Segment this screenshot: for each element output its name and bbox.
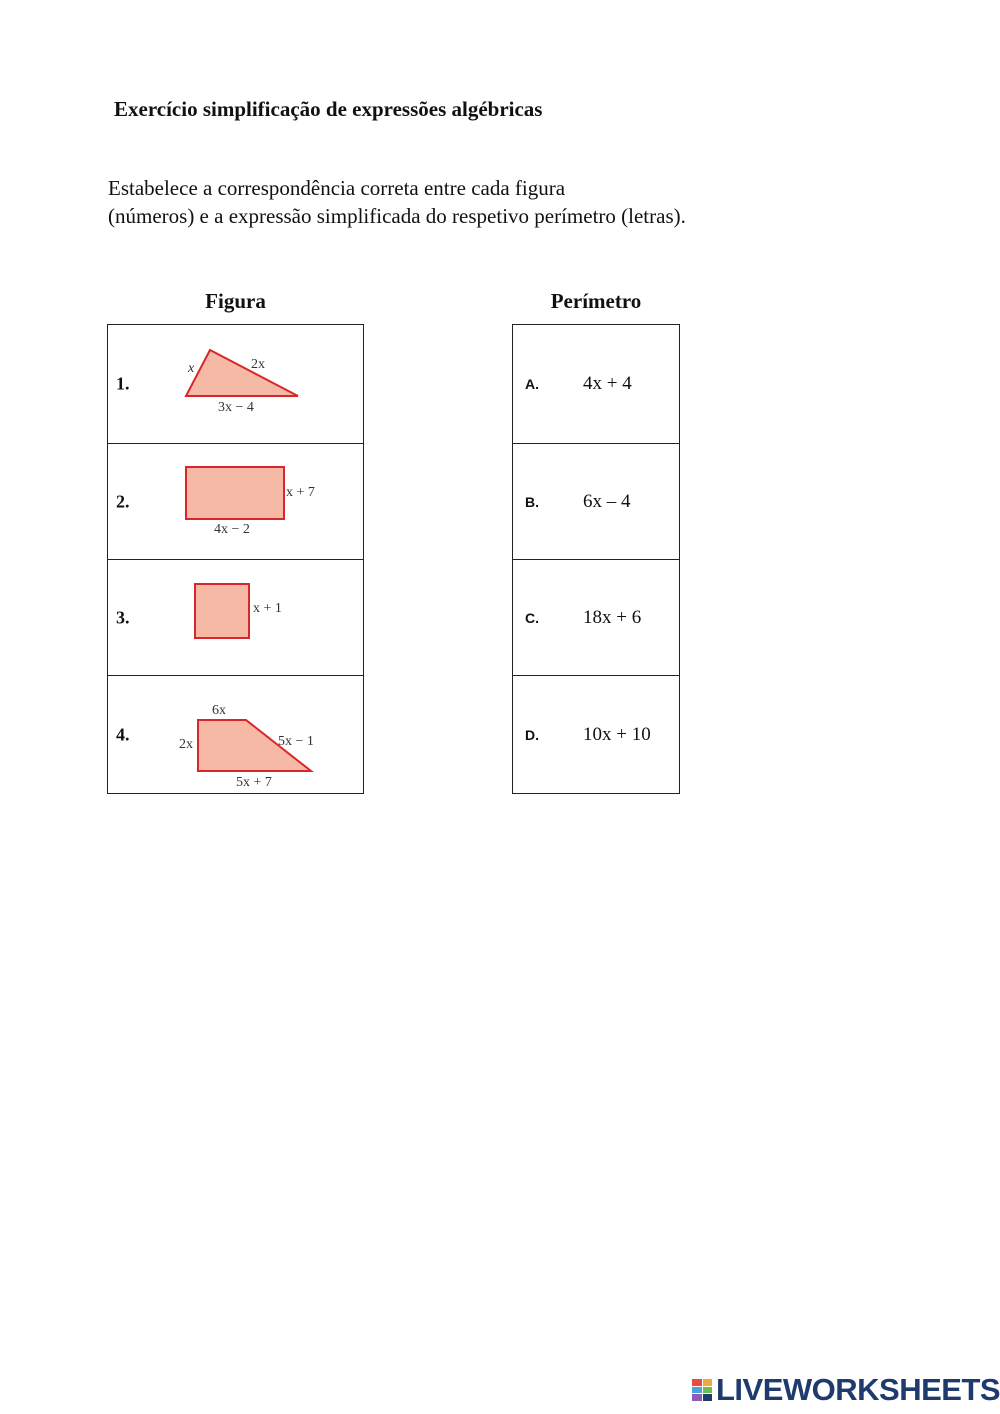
- figure-number: 2.: [116, 491, 130, 511]
- liveworksheets-logo-icon: [692, 1379, 712, 1401]
- figure-number: 3.: [116, 607, 130, 627]
- triangle-side-label: 2x: [251, 357, 265, 372]
- figure-cell: [108, 325, 364, 444]
- perimeter-letter: C.: [525, 609, 539, 626]
- perimeter-expression: 10x + 10: [583, 723, 651, 745]
- rectangle-side-label: 4x − 2: [214, 522, 250, 537]
- page-title: Exercício simplificação de expressões algébricas: [114, 97, 543, 121]
- triangle-side-label: x: [188, 361, 195, 376]
- figure-cell: [108, 560, 364, 676]
- liveworksheets-logo-text: LIVEWORKSHEETS: [716, 1372, 1000, 1407]
- trapezoid-side-label: 5x + 7: [236, 775, 272, 790]
- rectangle-side-label: x + 7: [286, 485, 315, 500]
- square-figure: [168, 560, 358, 675]
- figure-cell: [108, 676, 364, 794]
- trapezoid-figure: [168, 676, 358, 793]
- triangle-shape: [186, 350, 298, 396]
- perimeter-letter: D.: [525, 726, 539, 743]
- perimeter-row: [513, 444, 680, 560]
- perimeters-table: [512, 324, 680, 794]
- perimeter-cell: [513, 676, 680, 794]
- figure-row: [108, 560, 364, 676]
- square-side-label: x + 1: [253, 601, 282, 616]
- instructions: [108, 174, 808, 230]
- perimeter-cell: [513, 325, 680, 444]
- perimeter-expression: 18x + 6: [583, 606, 642, 628]
- figure-column-header: Figura: [205, 289, 266, 313]
- figure-row: [108, 676, 364, 794]
- perimeter-column-header: Perímetro: [550, 289, 642, 313]
- trapezoid-side-label: 6x: [212, 703, 226, 718]
- perimeter-expression: 6x – 4: [583, 490, 631, 512]
- figure-row: [108, 325, 364, 444]
- figures-table: [107, 324, 364, 794]
- perimeter-cell: [513, 560, 680, 676]
- instructions-line-1: Estabelece a correspondência correta entre cada figura: [108, 176, 566, 200]
- square-shape: [195, 584, 249, 638]
- perimeter-cell: [513, 444, 680, 560]
- perimeter-letter: B.: [525, 493, 539, 510]
- perimeter-row: [513, 560, 680, 676]
- instructions-line-2: (números) e a expressão simplificada do respetivo perímetro (letras).: [108, 204, 686, 228]
- trapezoid-side-label: 5x − 1: [278, 734, 314, 749]
- figure-cell: [108, 444, 364, 560]
- figure-row: [108, 444, 364, 560]
- rectangle-shape: [186, 467, 284, 519]
- trapezoid-side-label: 2x: [179, 737, 193, 752]
- rectangle-figure: [168, 444, 358, 559]
- perimeter-expression: 4x + 4: [583, 373, 632, 394]
- figure-number: 4.: [116, 724, 130, 744]
- triangle-figure: [168, 325, 358, 443]
- perimeter-letter: A.: [525, 376, 539, 392]
- figure-number: 1.: [116, 373, 130, 394]
- liveworksheets-logo: [692, 1374, 1000, 1406]
- perimeter-row: [513, 325, 680, 444]
- perimeter-row: [513, 676, 680, 794]
- triangle-side-label: 3x − 4: [218, 400, 254, 415]
